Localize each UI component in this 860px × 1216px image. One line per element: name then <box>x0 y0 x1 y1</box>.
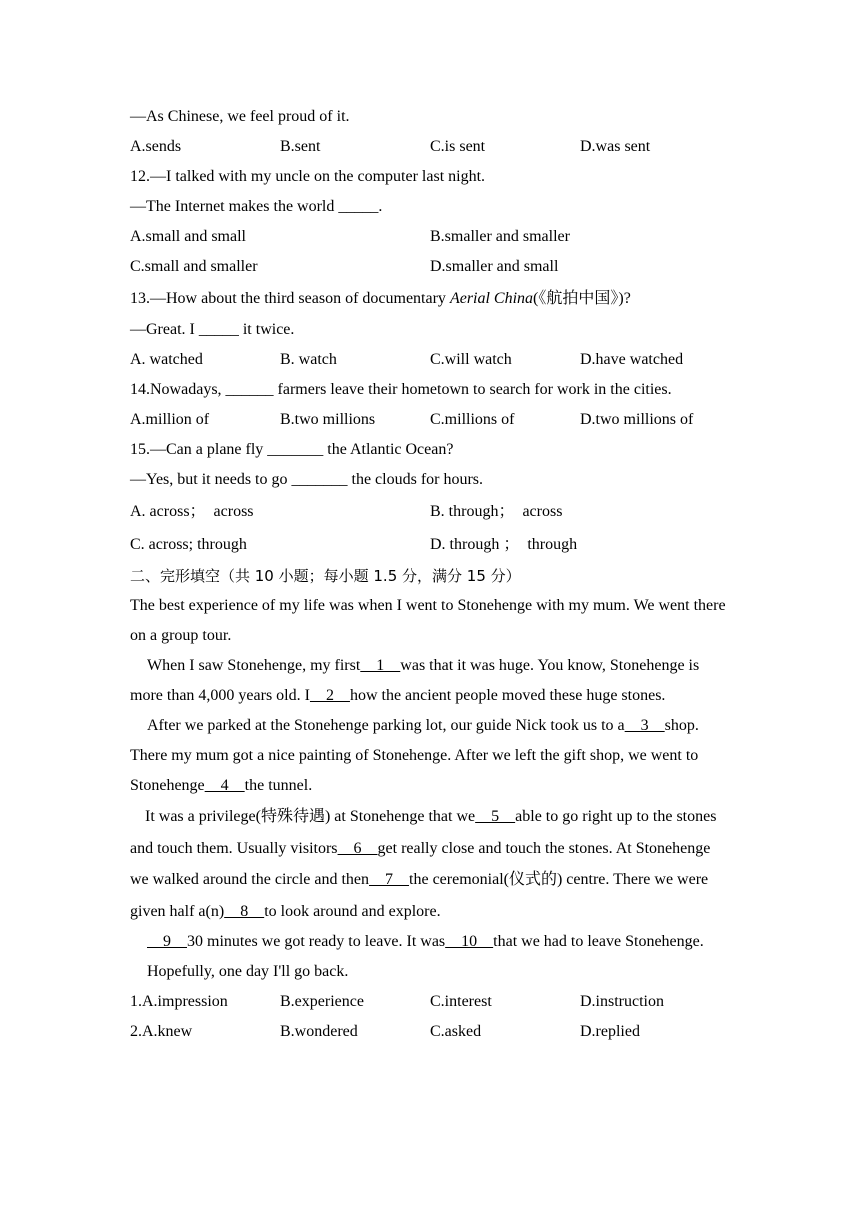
cloze-blank-4[interactable]: 4 <box>204 777 245 794</box>
q14-stem <box>130 375 730 405</box>
q12-option-d[interactable]: D.smaller and small <box>430 258 559 275</box>
p4-text-c: get really close and touch the stones. At Stonehenge we walked around the circle and then <box>130 839 711 888</box>
p4-text-e: to look around and explore. <box>264 902 441 920</box>
q13-stem-before: 13.—How about the third season of documentary <box>130 290 450 307</box>
passage-paragraph-2 <box>130 651 730 711</box>
q12-option-c[interactable]: C.small and smaller <box>130 258 258 275</box>
cloze-2-option-a[interactable]: 2.A.knew <box>130 1023 193 1040</box>
cloze-2-option-b[interactable]: B.wondered <box>280 1023 358 1040</box>
p3-text-b: shop. There my mum got a nice painting of Stonehenge. After we left the gift shop, we went to Stonehenge <box>130 717 699 794</box>
passage-paragraph-3 <box>130 711 730 801</box>
q14-option-d[interactable]: D.two millions of <box>580 411 694 428</box>
q15-option-c[interactable]: C. across; through <box>130 536 247 553</box>
cloze-2-option-c[interactable]: C.asked <box>430 1023 482 1040</box>
q15-option-b[interactable]: B. through； across <box>430 503 563 520</box>
q13-stem <box>130 282 730 315</box>
p3-text-a: After we parked at the Stonehenge parking lot, our guide Nick took us to a <box>147 717 625 734</box>
q15-response <box>130 465 730 495</box>
p3-text-c: the tunnel. <box>244 777 313 794</box>
q12-response <box>130 192 730 222</box>
p1-text: The best experience of my life was when I went to Stonehenge with my mum. We went there on a group tour. <box>130 597 726 644</box>
cloze-blank-7[interactable]: 7 <box>369 871 410 888</box>
q15-stem <box>130 435 730 465</box>
q13-stem-after: (《航拍中国》)? <box>533 290 631 307</box>
q13-option-a[interactable]: A. watched <box>130 351 203 368</box>
cloze-1-option-a[interactable]: 1.A.impression <box>130 993 228 1010</box>
p4-text-d: the ceremonial(仪式的) centre. There we were given half a(n) <box>130 871 709 920</box>
passage-paragraph-6 <box>130 957 730 987</box>
cloze-options-2 <box>130 1017 730 1047</box>
cloze-blank-6[interactable]: 6 <box>337 839 378 857</box>
q15-options-row1 <box>130 495 730 528</box>
q12-option-b[interactable]: B.smaller and smaller <box>430 228 570 245</box>
q11-option-b[interactable]: B.sent <box>280 138 321 155</box>
q14-stem-text: 14.Nowadays, ______ farmers leave their hometown to search for work in the cities. <box>130 381 672 398</box>
cloze-1-option-d[interactable]: D.instruction <box>580 993 664 1010</box>
q13-stem-title: Aerial China <box>449 290 534 307</box>
section-heading-text: 二、完形填空（共 10 小题；每小题 1.5 分，满分 15 分） <box>130 567 521 585</box>
p6-text: Hopefully, one day I'll go back. <box>147 963 349 980</box>
cloze-options-1 <box>130 987 730 1017</box>
cloze-2-option-d[interactable]: D.replied <box>580 1023 640 1040</box>
q13-options <box>130 345 730 375</box>
q11-option-c[interactable]: C.is sent <box>430 138 486 155</box>
cloze-blank-10[interactable]: 10 <box>445 933 494 950</box>
q12-options-row2 <box>130 252 730 282</box>
q13-response <box>130 315 730 345</box>
q11-option-d[interactable]: D.was sent <box>580 138 651 155</box>
q14-option-a[interactable]: A.million of <box>130 411 210 428</box>
q11-options <box>130 132 730 162</box>
q11-response <box>130 102 730 132</box>
cloze-blank-3[interactable]: 3 <box>624 717 665 734</box>
q12-stem-text: 12.—I talked with my uncle on the computer last night. <box>130 168 486 185</box>
p4-text-a: It was a privilege(特殊待遇) at Stonehenge that we <box>145 808 476 825</box>
q13-option-b[interactable]: B. watch <box>280 351 337 368</box>
passage-paragraph-5 <box>130 927 730 957</box>
p4-text-b: able to go right up to the stones and touch them. Usually visitors <box>130 808 717 857</box>
q14-option-c[interactable]: C.millions of <box>430 411 515 428</box>
q12-response-text: —The Internet makes the world _____. <box>130 198 383 215</box>
p2-text-b: was that it was huge. You know, Stonehenge is more than 4,000 years old. I <box>130 657 700 704</box>
cloze-1-option-b[interactable]: B.experience <box>280 993 364 1010</box>
cloze-blank-9[interactable]: 9 <box>147 933 187 950</box>
cloze-blank-8[interactable]: 8 <box>224 902 265 920</box>
q14-option-b[interactable]: B.two millions <box>280 411 376 428</box>
p2-text-c: how the ancient people moved these huge stones. <box>349 687 666 704</box>
q12-options-row1 <box>130 222 730 252</box>
q15-option-a[interactable]: A. across； across <box>130 503 254 520</box>
passage-paragraph-4 <box>130 801 730 927</box>
p5-text-b: that we had to leave Stonehenge. <box>493 933 704 950</box>
q14-options <box>130 405 730 435</box>
q11-response-text: —As Chinese, we feel proud of it. <box>130 108 350 125</box>
q15-response-text: —Yes, but it needs to go _______ the clouds for hours. <box>130 471 484 488</box>
cloze-1-option-c[interactable]: C.interest <box>430 993 492 1010</box>
exam-page <box>130 102 730 1047</box>
cloze-blank-2[interactable]: 2 <box>309 687 350 704</box>
q15-options-row2 <box>130 528 730 561</box>
p5-text-a: 30 minutes we got ready to leave. It was <box>187 933 446 950</box>
section-heading <box>130 561 730 591</box>
q15-stem-text: 15.—Can a plane fly _______ the Atlantic Ocean? <box>130 441 454 458</box>
passage-paragraph-1 <box>130 591 730 651</box>
q12-stem <box>130 162 730 192</box>
q11-option-a[interactable]: A.sends <box>130 138 182 155</box>
q13-option-d[interactable]: D.have watched <box>580 351 684 368</box>
q12-option-a[interactable]: A.small and small <box>130 228 246 245</box>
p2-text-a: When I saw Stonehenge, my first <box>147 657 361 674</box>
q15-option-d[interactable]: D. through ； through <box>430 536 578 553</box>
cloze-blank-5[interactable]: 5 <box>475 808 516 825</box>
cloze-blank-1[interactable]: 1 <box>360 657 401 674</box>
q13-option-c[interactable]: C.will watch <box>430 351 512 368</box>
q13-response-text: —Great. I _____ it twice. <box>130 321 295 338</box>
